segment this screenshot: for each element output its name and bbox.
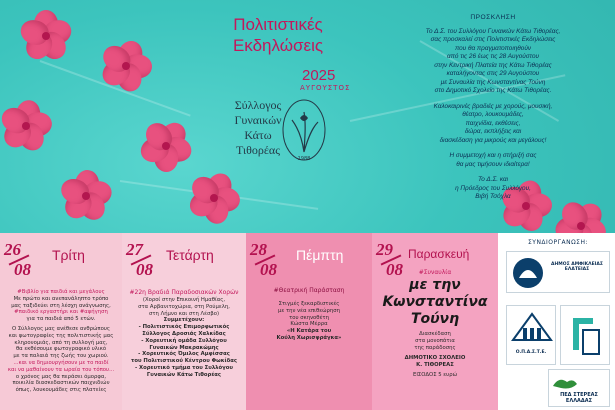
day-name: Πέμπτη [296,247,344,263]
flower-decoration [20,10,72,62]
day-name: Παρασκευή [408,247,470,261]
day-description: #Βιβλίο για παιδιά και μεγάλους Με πρώτο και ανεπανάληπτο τρόπο μας ταξιδεύει στη λέσχη ανάγνωσης, #παιδικό εργαστήρι και #αφήγηση για τα παιδιά από 5 ετών. Ο Σύλλογος μας ανέθεσε ανθρώπους και φωτογραφίες της πολιτιστικής μας κληρονομιάς, από τη συλλογή μας, θα εκθέσουμε φωτογραφικό υλικό με τα παλαιά της ζωής του χωριού. ...και να δημιουργήσουν με το παιδί και να μαθαίνουν τα ωραία του τόπου... ο χρόνος μας θα περάσει όμορφα, ποικιλία διασκεδαστικών παιχνιδιών όπως, λουκουμάδες στις πλατείες [7,289,115,394]
event-year: 2025 [302,67,336,84]
date-badge: 26 08 [4,240,31,279]
sponsors-panel [498,233,615,410]
flower-decoration [100,40,152,92]
date-badge: 27 08 [126,240,153,279]
event-title [188,14,368,56]
event-month: ΑΥΓΟΥΣΤΟΣ [300,84,351,92]
date-badge: 28 08 [250,240,277,279]
title-line-1: Πολιτιστικές [233,15,323,34]
flower-decoration [0,100,52,152]
sponsor-logo-municipality: ΔΗΜΟΣ ΑΜΦΙΚΛΕΙΑΣ ΕΛΑΤΕΙΑΣ [506,251,610,293]
day-name: Τρίτη [52,247,85,263]
sponsor-logo-region [560,305,610,365]
day-name: Τετάρτη [166,247,214,263]
association-name: Σύλλογος Γυναικών Κάτω Τιθορέας [234,98,282,157]
invitation-text: ΠΡΟΣΚΛΗΣΗ Το Δ.Σ. του Συλλόγου Γυναικών Κάτω Τιθορέας, σας προσκαλεί στις Πολιτιστικές Εκδηλώσεις που θα πραγματοποιηθούν από τις 26 έως τις 28 Αυγούστου στην Κεντρική Πλατεία της Κάτω Τιθορέας καταλήγοντας στις 29 Αυγούστου με Συναυλία της Κωνσταντίνας Τούνη στο Δημοτικό Σχολείο της Κάτω Τιθορέας. Καλοκαιρινές βραδιές με χορούς, μουσική, θέατρο, λουκουμάδες, παιχνίδια, εκθέσεις, δώρα, εκπλήξεις και διασκέδαση για μικρούς και μεγάλους! Η συμμετοχή και η στήριξή σας θα μας τιμήσουν ιδιαίτερα! Το Δ.Σ. και η Πρόεδρος του Συλλόγου, Βιβή Τσόχλα [378,14,608,202]
flower-decoration [60,170,112,222]
day-column-thursday [246,233,372,410]
svg-text:1988: 1988 [297,156,311,162]
day-column-friday [372,233,498,410]
day-column-tuesday [0,233,122,410]
day-description: #22η Βραδιά Παραδοσιακών Χορών (Χοροί στην Επικοινή Ημαθίας, στα Αρβανιτοχώρια, στη Ρούμελη, στη Λήμνο και στη Λέσβο) Συμμετέχουν: - Πολιτιστικός Επιμορφωτικός Σύλλογος Δροσιάς Χαλκίδας - Χορευτική ομάδα Συλλόγου Γυναικών Μακρακώμης - Χορευτικός Όμιλος Αμφίσσας του Πολιτιστικού Κέντρου Φωκίδας - Χορευτικό τμήμα του Συλλόγου Γυναικών Κάτω Τιθορέας [129,289,239,378]
sponsor-logo-opaste: Ο.Π.Α.Σ.Τ.Ε. [506,305,556,365]
flower-decoration [188,172,240,224]
date-badge: 29 08 [376,240,403,279]
invitation-title: ΠΡΟΣΚΛΗΣΗ [470,14,516,21]
day-column-wednesday [122,233,246,410]
sponsor-logo-ped: ΠΕΔ ΣΤΕΡΕΑΣ ΕΛΛΑΔΑΣ [548,369,610,407]
association-logo [280,98,328,164]
sponsors-title: ΣΥΝΔΙΟΡΓΑΝΩΣΗ: [527,239,588,246]
flower-decoration [140,120,192,172]
title-line-2: Εκδηλώσεις [232,36,324,55]
day-description: #Συναυλία με την Κωνσταντίνα Τούνη Διασκέδαση στα μονοπάτια της παράδοσης ΔΗΜΟΤΙΚΟ ΣΧΟΛΕΙΟ Κ. ΤΙΘΟΡΕΑΣ ΕΙΣΟΔΟΣ 5 ευρώ [382,269,488,378]
day-description: #Θεατρική Παράσταση Στιγμές ξεκαρδιστικές με την νέα επιθεώρηση του σκηνοθέτη Κώστα Μέρρα «Η Κατάρα του Κούλη Χωρισφράγκα» [273,287,345,341]
